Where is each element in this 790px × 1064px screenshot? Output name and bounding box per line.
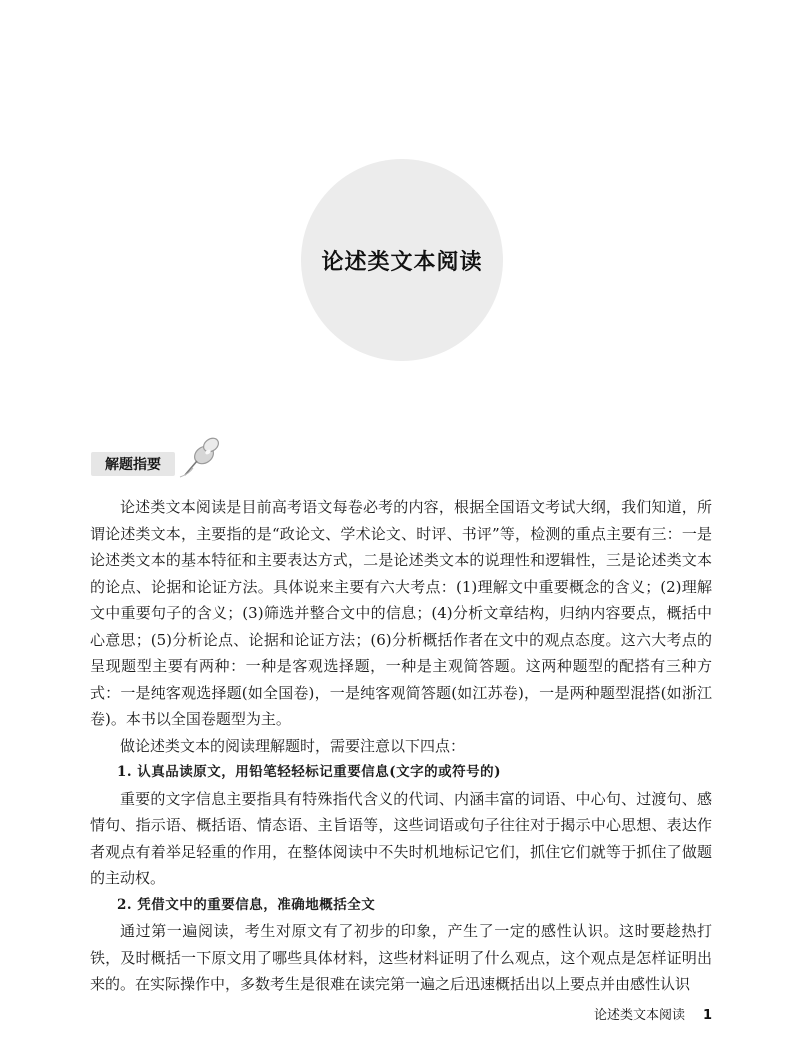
page-footer: [520, 1004, 712, 1023]
section-heading: 2. 凭借文中的重要信息，准确地概括全文: [117, 896, 376, 913]
paragraph: 通过第一遍阅读，考生对原文有了初步的印象，产生了一定的感性认识。这时要趁热打铁，及时概括一下原文用了哪些具体材料，这些材料证明了什么观点，这个观点是怎样证明出来的。在实际操作中，多数考生是很难在读完第一遍之后迅速概括出以上要点并由感性认识: [90, 922, 712, 993]
body-text: [90, 494, 712, 998]
paragraph: 论述类文本阅读是目前高考语文每卷必考的内容，根据全国语文考试大纲，我们知道，所谓论述类文本，主要指的是“政论文、学术论文、时评、书评”等，检测的重点主要有三：一是论述类文本的基本特征和主要表达方式，二是论述类文本的说理性和逻辑性，三是论述类文本的论点、论据和论证方法。具体说来主要有六大考点：(1)理解文中重要概念的含义；(2)理解文中重要句子的含义；(3)筛选并整合文中的信息；(4)分析文章结构，归纳内容要点，概括中心意思；(5)分析论点、论据和论证方法；(6)分析概括作者在文中的观点态度。这六大考点的呈现题型主要有两种：一种是客观选择题，一种是主观简答题。这两种题型的配搭有三种方式：一是纯客观选择题(如全国卷)，一是纯客观简答题(如江苏卷)，一是两种题型混搭(如浙江卷)。本书以全国卷题型为主。: [90, 498, 712, 728]
paragraph: 重要的文字信息主要指具有特殊指代含义的代词、内涵丰富的词语、中心句、过渡句、感情句、指示语、概括语、情态语、主旨语等，这些词语或句子往往对于揭示中心思想、表达作者观点有着举足轻重的作用，在整体阅读中不失时机地标记它们，抓住它们就等于抓住了做题的主动权。: [90, 789, 712, 887]
page-number: 1: [702, 1008, 712, 1023]
title-circle: [301, 159, 503, 361]
section-heading: 1. 认真品读原文，用铅笔轻轻标记重要信息(文字的或符号的): [117, 764, 502, 780]
running-title: 论述类文本阅读: [593, 1008, 685, 1023]
page-title: 论述类文本阅读: [321, 249, 483, 275]
section-label: 解题指要: [91, 452, 175, 476]
pushpin-icon: [175, 430, 227, 482]
paragraph: 做论述类文本的阅读理解题时，需要注意以下四点：: [120, 736, 466, 755]
